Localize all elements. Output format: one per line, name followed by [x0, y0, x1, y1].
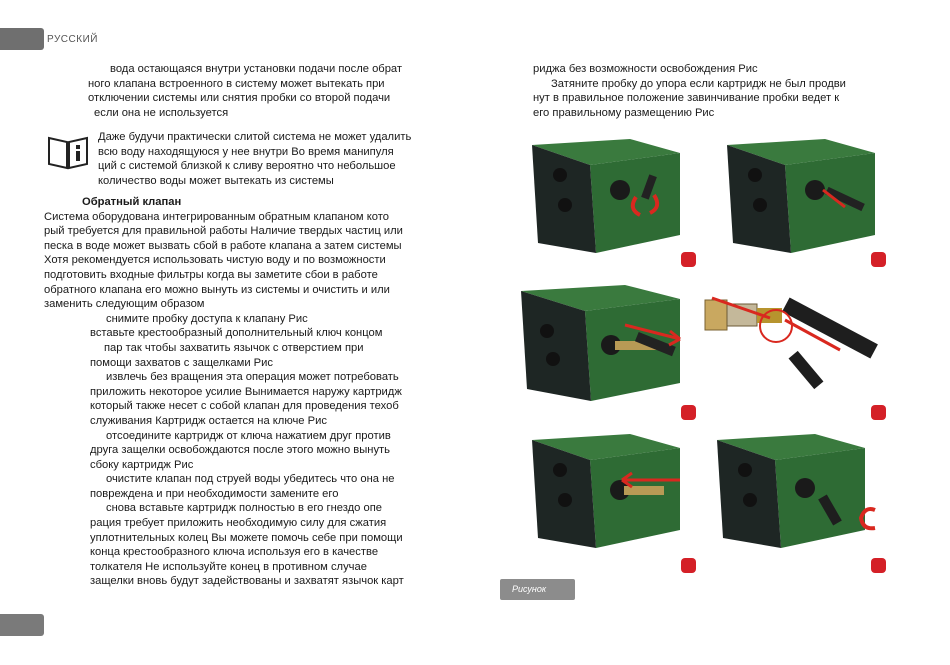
step-line: конца крестообразного ключа используя его в качестве	[90, 546, 379, 559]
step-line: рация требует приложить необходимую силу для сжатия	[90, 517, 387, 530]
figure-marker	[871, 252, 886, 267]
figure-step-3	[515, 283, 695, 413]
right-line: риджа без возможности освобождения Рис	[533, 63, 758, 75]
step-line: помощи захватов с защелками Рис	[90, 356, 273, 369]
body-line: заменить следующим образом	[44, 298, 205, 311]
intro-paragraph	[46, 62, 402, 120]
step-line: вставьте крестообразный дополнительный ключ концом	[90, 327, 383, 340]
body-line: Хотя рекомендуется использовать чистую воду и по возможности	[44, 254, 386, 267]
figure-marker	[871, 405, 886, 420]
figure-marker	[681, 558, 696, 573]
page-tab	[0, 614, 44, 636]
step-line: приложить некоторое усилие Вынимается наружу картридж	[90, 385, 402, 398]
right-line: его правильному размещению Рис	[533, 106, 715, 119]
right-line: Затяните пробку до упора если картридж не был продви	[551, 77, 846, 90]
step-line: снимите пробку доступа к клапану Рис	[106, 312, 308, 325]
language-tab	[0, 28, 44, 50]
step-line: пар так чтобы захватить язычок с отверстием при	[104, 341, 364, 354]
step-line: друга защелки освобождаются после этого можно вынуть	[90, 444, 391, 457]
step-line: защелки вновь будут задействованы и захватят язычок карт	[90, 575, 404, 588]
note-line: всю воду находящуюся у нее внутри Во время манипуля	[98, 145, 394, 158]
step-line: который также несет с собой клапан для проведения техоб	[90, 400, 399, 413]
figure-step-1	[520, 135, 695, 275]
step-line: снова вставьте картридж полностью в его гнездо опе	[106, 502, 382, 515]
figure-marker	[871, 558, 886, 573]
body-line: Система оборудована интегрированным обратным клапаном кото	[44, 210, 389, 223]
figure-marker	[681, 405, 696, 420]
step-line: повреждена и при необходимости замените его	[90, 487, 339, 500]
intro-line: ного клапана встроенного в систему может вытекать при	[88, 77, 385, 90]
step-line: очистите клапан под струей воды убедитесь что она не	[106, 473, 395, 486]
figure-label: Рисунок	[500, 579, 575, 600]
check-valve-section	[44, 195, 404, 589]
step-line: сбоку картридж Рис	[90, 458, 194, 471]
figure-step-6	[705, 430, 890, 570]
step-line: служивания Картридж остается на ключе Рис	[90, 414, 327, 427]
step-line: извлечь без вращения эта операция может потребовать	[106, 371, 399, 384]
book-info-icon	[46, 132, 90, 170]
note-paragraph	[98, 130, 411, 188]
figure-step-5	[520, 430, 695, 570]
step-line: толкателя Не используйте конец в противном случае	[90, 560, 367, 573]
right-column-text	[533, 62, 846, 120]
right-line: нут в правильное положение завинчивание пробки ведет к	[533, 92, 840, 105]
intro-line: отключении системы или снятия пробки со второй подачи	[88, 92, 391, 105]
figure-marker	[681, 252, 696, 267]
language-label: РУССКИЙ	[47, 34, 98, 45]
step-line: уплотнительных колец Вы можете помочь себе при помощи	[90, 531, 403, 544]
body-line: обратного клапана его можно вынуть из системы и очистить и или	[44, 283, 390, 296]
figure-step-2	[715, 135, 890, 275]
step-line: отсоедините картридж от ключа нажатием друг против	[106, 429, 391, 442]
note-line: ций с системой близкой к сливу вероятно что небольшое	[98, 160, 396, 173]
note-line: Даже будучи практически слитой система не может удалить	[98, 131, 412, 143]
body-line: рый требуется для правильной работы Наличие твердых частиц или	[44, 225, 403, 238]
body-line: песка в воде может вызвать сбой в работе клапана а затем системы	[44, 239, 402, 252]
note-line: количество воды может вытекать из системы	[98, 174, 334, 187]
section-heading: Обратный клапан	[82, 196, 182, 208]
intro-line: если она не используется	[94, 106, 229, 119]
intro-line: вода остающаяся внутри установки подачи после обрат	[110, 63, 403, 75]
figure-step-4	[700, 290, 890, 410]
body-line: подготовить входные фильтры когда вы заметите сбои в работе	[44, 268, 378, 281]
